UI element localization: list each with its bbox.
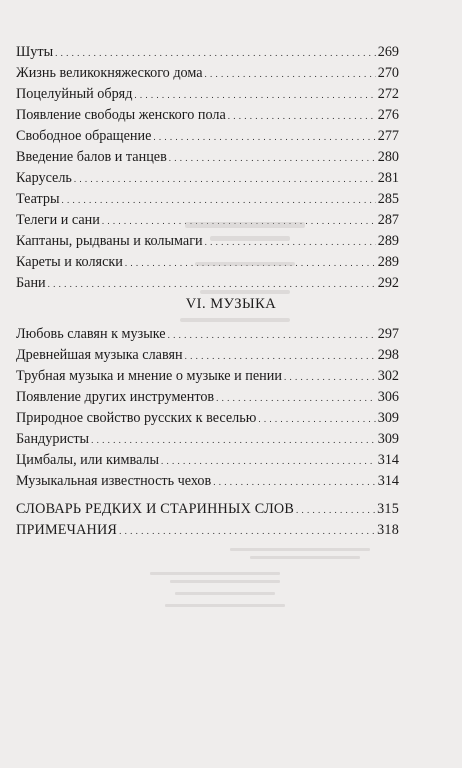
dot-leader: [205, 231, 376, 252]
dot-leader: [258, 408, 375, 429]
dot-leader: [216, 387, 376, 408]
toc-entry-page: 302: [377, 368, 399, 384]
toc-entry-title: Трубная музыка и мнение о музыке и пении: [16, 368, 282, 384]
dot-leader: [91, 429, 376, 450]
dot-leader: [62, 189, 376, 210]
dot-leader: [296, 499, 375, 520]
toc-entry-title: Кареты и коляски: [16, 254, 123, 270]
toc-entry-page: 309: [377, 431, 399, 447]
toc-entry: [16, 450, 399, 470]
toc-entry-title: Шуты: [16, 44, 54, 60]
toc-entry-page: 277: [377, 128, 399, 144]
toc-entry: [16, 210, 399, 230]
toc-entry: [16, 366, 399, 386]
toc-entry-title: Появление других инструментов: [16, 389, 215, 405]
toc-entry-title: Природное свойство русских к веселью: [16, 410, 257, 426]
toc-entry-page: 318: [377, 522, 399, 538]
toc-entry-title: Театры: [16, 191, 60, 207]
toc-entry-title: Музыкальная известность чехов: [16, 473, 212, 489]
dot-leader: [74, 168, 376, 189]
toc-entry-page: 289: [377, 254, 399, 270]
toc-entry: [16, 471, 399, 491]
toc-entry-page: 292: [377, 275, 399, 291]
toc-entry-title: Каптаны, рыдваны и колымаги: [16, 233, 203, 249]
toc-entry: [16, 147, 399, 167]
dot-leader: [153, 126, 375, 147]
toc-entry-page: 272: [377, 86, 399, 102]
toc-entry-title: Введение балов и танцев: [16, 149, 167, 165]
toc-entry: [16, 499, 399, 519]
dot-leader: [284, 366, 376, 387]
dot-leader: [55, 42, 376, 63]
toc-entry: [16, 273, 399, 293]
dot-leader: [125, 252, 376, 273]
toc-entry-title: Любовь славян к музыке: [16, 326, 166, 342]
toc-entry-page: 269: [377, 44, 399, 60]
toc-entry-page: 289: [377, 233, 399, 249]
dot-leader: [185, 345, 376, 366]
toc-entry-title: Карусель: [16, 170, 72, 186]
toc-entry-page: 297: [377, 326, 399, 342]
toc-entry-title: Появление свободы женского пола: [16, 107, 226, 123]
toc-entry: [16, 520, 399, 540]
dot-leader: [205, 63, 376, 84]
toc-entry: [16, 84, 399, 104]
toc-entry-page: 285: [377, 191, 399, 207]
toc-entry-page: 276: [377, 107, 399, 123]
toc-entry-page: 298: [377, 347, 399, 363]
toc-entry-title: СЛОВАРЬ РЕДКИХ И СТАРИННЫХ СЛОВ: [16, 501, 295, 517]
toc-entry-title: ПРИМЕЧАНИЯ: [16, 522, 118, 538]
section-heading: VI. МУЗЫКА: [185, 296, 277, 312]
dot-leader: [134, 84, 375, 105]
toc-entry: [16, 387, 399, 407]
toc-entry-title: Цимбалы, или кимвалы: [16, 452, 159, 468]
toc-entry-page: 315: [377, 501, 399, 517]
toc-entry-title: Телеги и сани: [16, 212, 100, 228]
dot-leader: [161, 450, 376, 471]
toc-entry: [16, 168, 399, 188]
toc-entry: [16, 345, 399, 365]
toc-entry-page: 314: [377, 452, 399, 468]
toc-entry-title: Поцелуйный обряд: [16, 86, 133, 102]
toc-entry: [16, 408, 399, 428]
toc-entry-title: Бандуристы: [16, 431, 90, 447]
toc-entry-title: Бани: [16, 275, 46, 291]
dot-leader: [119, 520, 375, 541]
dot-leader: [168, 324, 376, 345]
toc-entry: [16, 63, 399, 83]
toc-entry: [16, 105, 399, 125]
toc-entry-title: Жизнь великокняжеского дома: [16, 65, 203, 81]
toc-entry: [16, 42, 399, 62]
toc-entry-title: Свободное обращение: [16, 128, 152, 144]
toc-entry: [16, 231, 399, 251]
toc-entry-page: 306: [377, 389, 399, 405]
dot-leader: [228, 105, 376, 126]
toc-entry-title: Древнейшая музыка славян: [16, 347, 183, 363]
toc-entry: [16, 126, 399, 146]
toc-entry: [16, 324, 399, 344]
toc-entry-page: 309: [377, 410, 399, 426]
toc-entry: [16, 429, 399, 449]
dot-leader: [169, 147, 376, 168]
dot-leader: [48, 273, 376, 294]
toc-entry-page: 280: [377, 149, 399, 165]
dot-leader: [213, 471, 376, 492]
toc-entry: [16, 189, 399, 209]
toc-entry-page: 314: [377, 473, 399, 489]
toc-entry-page: 281: [377, 170, 399, 186]
dot-leader: [102, 210, 376, 231]
toc-entry: [16, 252, 399, 272]
toc-entry-page: 287: [377, 212, 399, 228]
toc-entry-page: 270: [377, 65, 399, 81]
